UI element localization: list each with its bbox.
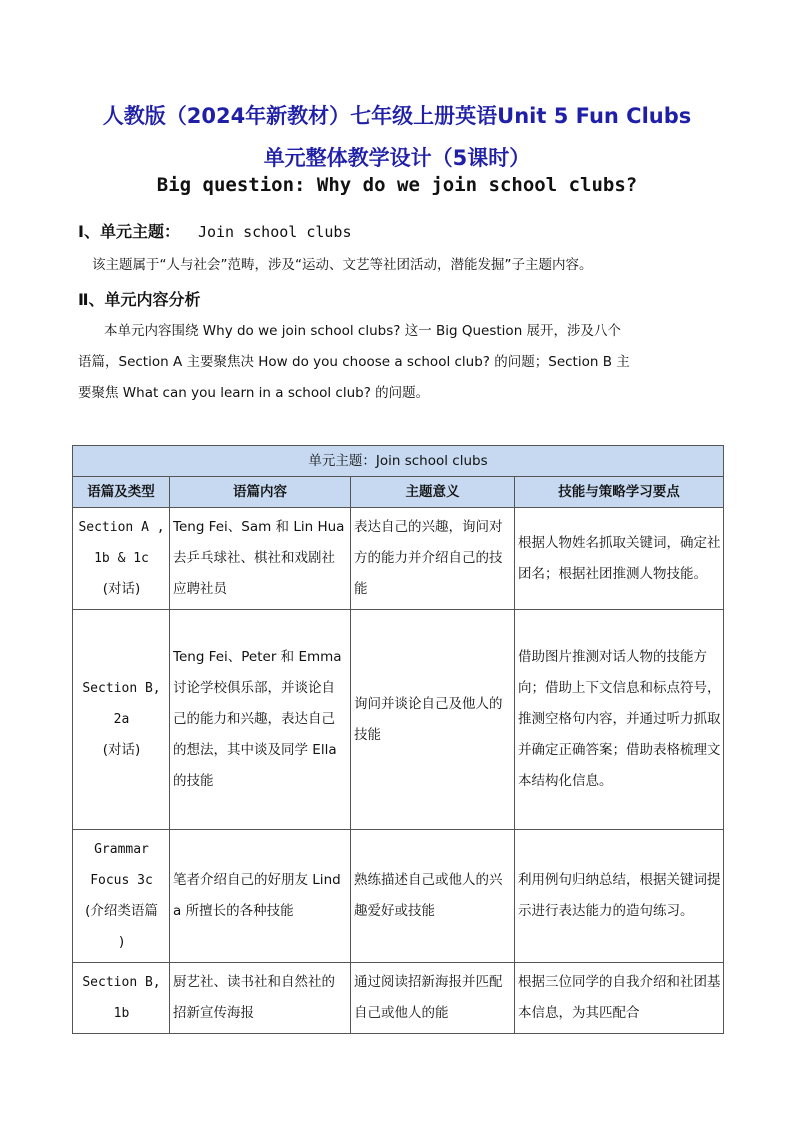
row-meaning-cell: 熟练描述自己或他人的兴趣爱好或技能 — [351, 830, 515, 963]
section1-heading — [78, 219, 352, 242]
row-content-cell: 笔者介绍自己的好朋友 Linda 所擅长的各种技能 — [170, 830, 351, 963]
row-meaning-cell: 通过阅读招新海报并匹配自己或他人的能 — [351, 963, 515, 1034]
column-header-meaning: 主题意义 — [351, 477, 515, 508]
table-column-headers — [73, 477, 724, 508]
unit-analysis-table — [72, 445, 724, 1034]
section2-heading: Ⅱ、单元内容分析 — [78, 290, 201, 309]
section2-line: 要聚焦 What can you learn in a school club? 的问题。 — [78, 385, 430, 401]
row-type-cell: Grammar Focus 3c (介绍类语篇 ) — [73, 830, 170, 963]
column-header-skills: 技能与策略学习要点 — [515, 477, 724, 508]
row-type-cell: Section A , 1b & 1c (对话) — [73, 508, 170, 610]
column-header-type: 语篇及类型 — [73, 477, 170, 508]
section1-label: Ⅰ、单元主题： — [78, 222, 180, 241]
table-row — [73, 610, 724, 830]
row-skills-cell: 借助图片推测对话人物的技能方向；借助上下文信息和标点符号，推测空格句内容，并通过听力抓取并确定正确答案；借助表格梳理文本结构化信息。 — [515, 610, 724, 830]
big-question: Big question: Why do we join school clubs? — [156, 174, 638, 196]
row-content-cell: Teng Fei、Sam 和 Lin Hua 去乒乓球社、棋社和戏剧社应聘社员 — [170, 508, 351, 610]
row-skills-cell: 根据人物姓名抓取关键词，确定社团名；根据社团推测人物技能。 — [515, 508, 724, 610]
row-content-cell: Teng Fei、Peter 和 Emma讨论学校俱乐部，并谈论自己的能力和兴趣，表达自己的想法，其中谈及同学 Ella 的技能 — [170, 610, 351, 830]
row-meaning-cell: 询问并谈论自己及他人的技能 — [351, 610, 515, 830]
column-header-content: 语篇内容 — [170, 477, 351, 508]
table-header: 单元主题：Join school clubs — [73, 446, 724, 477]
document-subtitle: 单元整体教学设计（5课时） — [263, 146, 531, 170]
document-title: 人教版（2024年新教材）七年级上册英语Unit 5 Fun Clubs — [102, 104, 692, 128]
table-row — [73, 508, 724, 610]
row-type-cell: Section B, 1b — [73, 963, 170, 1034]
section2-line: 本单元内容围绕 Why do we join school clubs? 这一 Big Question 展开，涉及八个 — [104, 323, 622, 339]
section1-value: Join school clubs — [197, 223, 352, 241]
row-content-cell: 厨艺社、读书社和自然社的招新宣传海报 — [170, 963, 351, 1034]
row-skills-cell: 根据三位同学的自我介绍和社团基本信息，为其匹配合 — [515, 963, 724, 1034]
section2-paragraph — [78, 316, 728, 409]
section1-paragraph: 该主题属于“人与社会”范畴，涉及“运动、文艺等社团活动，潜能发掘”子主题内容。 — [92, 257, 593, 273]
section2-line: 语篇，Section A 主要聚焦决 How do you choose a school club? 的问题；Section B 主 — [78, 354, 630, 370]
table-row — [73, 830, 724, 963]
row-meaning-cell: 表达自己的兴趣，询问对方的能力并介绍自己的技能 — [351, 508, 515, 610]
row-type-cell: Section B, 2a (对话) — [73, 610, 170, 830]
table-row — [73, 963, 724, 1034]
row-skills-cell: 利用例句归纳总结，根据关键词提示进行表达能力的造句练习。 — [515, 830, 724, 963]
